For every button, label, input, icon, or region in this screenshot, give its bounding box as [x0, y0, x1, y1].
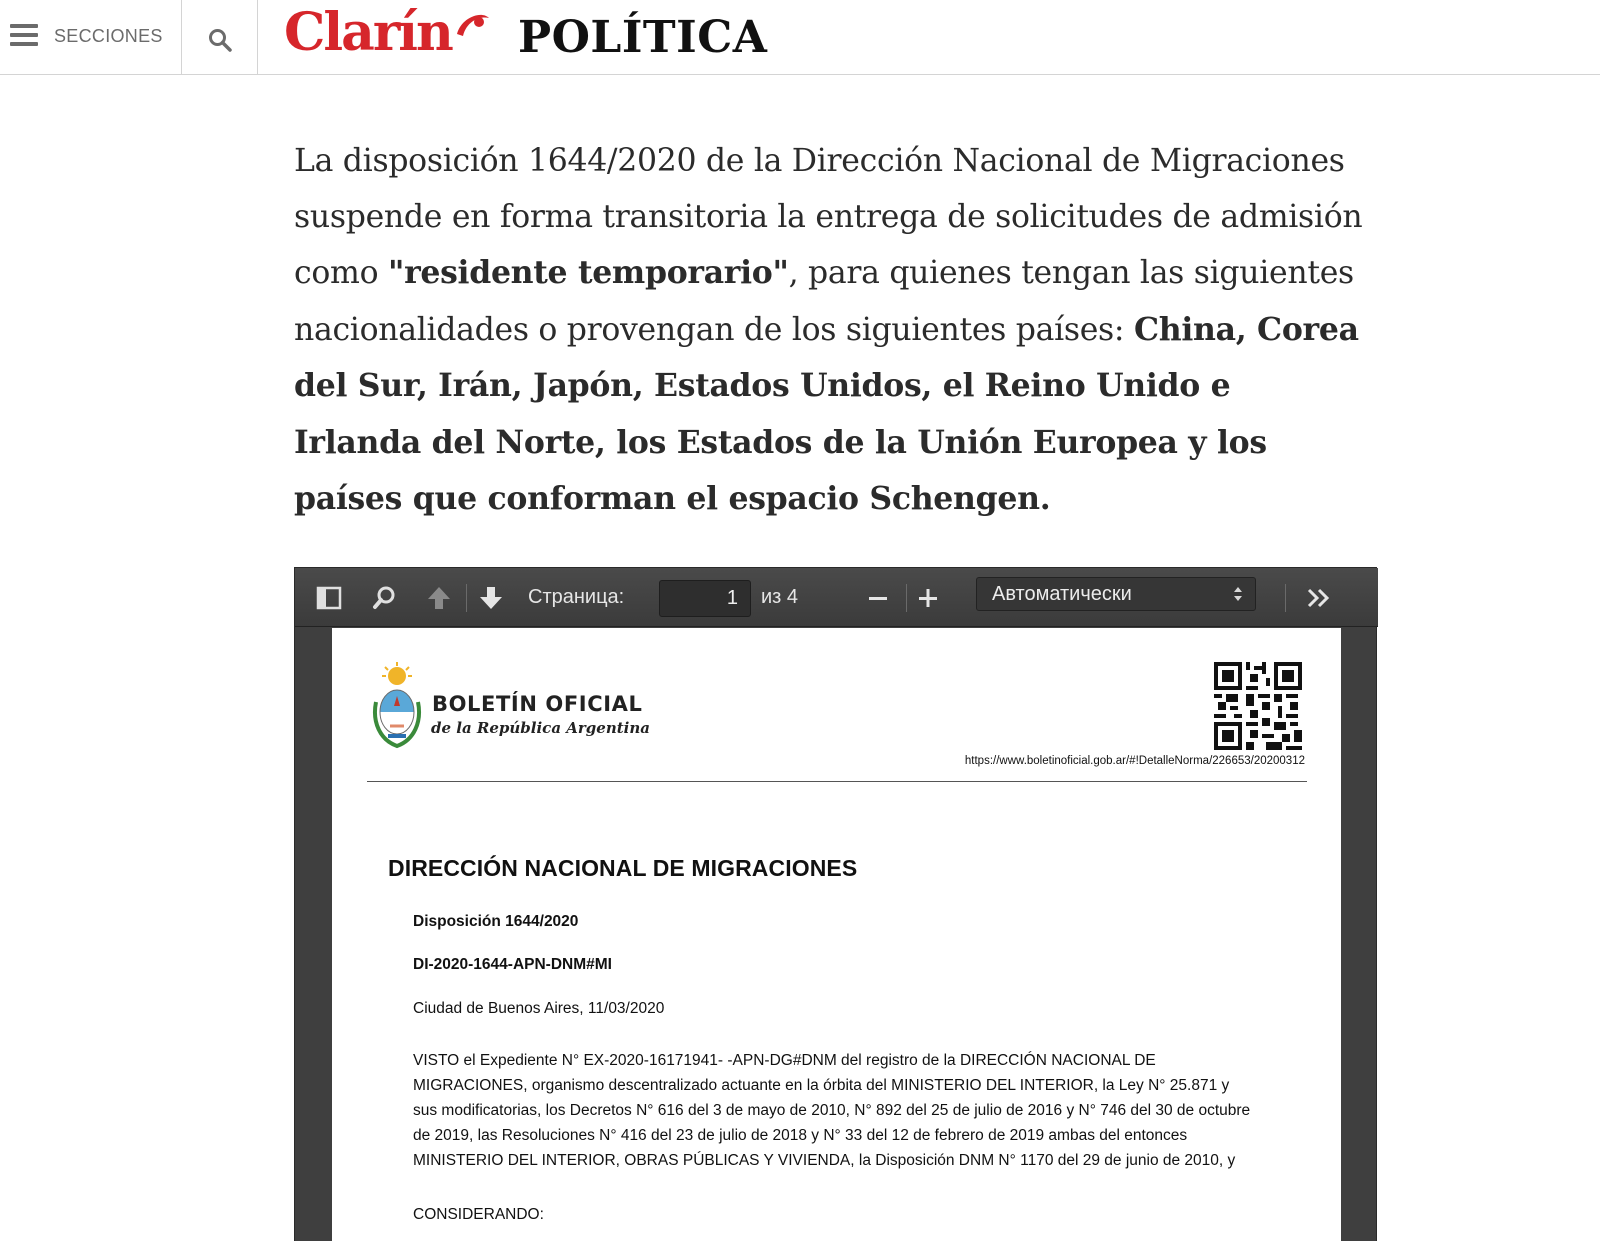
boletin-title: BOLETÍN OFICIAL: [432, 692, 643, 716]
select-arrows-icon: [1233, 585, 1243, 603]
pdf-toolbar: [295, 568, 1378, 627]
logo-mark-icon: [451, 8, 493, 40]
coat-of-arms-icon: [370, 662, 424, 752]
disposicion-code: DI-2020-1644-APN-DNM#MI: [413, 956, 612, 973]
toolbar-separator: [466, 584, 467, 612]
section-title[interactable]: POLÍTICA: [518, 12, 768, 63]
considerando: CONSIDERANDO:: [413, 1206, 544, 1223]
visto-paragraph: VISTO el Expediente N° EX-2020-16171941- -APN-DG#DNM del registro de la DIRECCIÓN NACIONAL DE MIGRACIONES, organismo descentralizado actuante en la órbita del MINISTERIO DEL INTERIOR, la Ley N° 25.871 y sus modificatorias, los Decretos N° 616 del 3 de mayo de 2010, N° 892 del 25 de julio de 2016 y N° 746 del 30 de octubre de 2019, las Resoluciones N° 416 del 23 de julio de 2018 y N° 33 del 12 de febrero de 2019 ambas del entonces MINISTERIO DEL INTERIOR, OBRAS PÚBLICAS Y VIVIENDA, la Disposición DNM N° 1170 del 29 de junio de 2010, y: [413, 1052, 1251, 1169]
page-label: Страница:: [528, 586, 625, 608]
page-divider: [367, 781, 1307, 782]
sidebar-toggle-icon[interactable]: [315, 584, 343, 612]
sections-menu-button[interactable]: [0, 0, 182, 74]
minus-icon[interactable]: [864, 584, 892, 612]
sections-menu-label: SECCIONES: [54, 26, 163, 46]
zoom-value: Автоматически: [992, 583, 1132, 605]
article-paragraph: [294, 134, 1364, 528]
article-text-2: , para quienes tengan las siguientes nacionalidades o provengan de los siguientes países:: [294, 255, 1354, 348]
search-icon: [208, 28, 232, 52]
search-button[interactable]: [182, 0, 258, 74]
zoom-select[interactable]: [976, 577, 1256, 611]
boletin-subtitle: de la República Argentina: [431, 719, 650, 737]
hamburger-icon: [10, 24, 38, 46]
document-url[interactable]: https://www.boletinoficial.gob.ar/#!DetalleNorma/226653/20200312: [964, 755, 1305, 767]
article-bold-2: China, Corea del Sur, Irán, Japón, Estados Unidos, el Reino Unido e Irlanda del Norte, los Estados de la Unión Europea y los países que conforman el espacio Schengen.: [294, 310, 1359, 517]
toolbar-separator: [1285, 584, 1286, 612]
page-total: из 4: [761, 586, 799, 608]
qr-code-icon: [1214, 662, 1302, 750]
toolbar-separator: [906, 584, 907, 612]
article-text-1: La disposición 1644/2020 de la Dirección Nacional de Migraciones suspende en forma transitoria la entrega de solicitudes de admisión como: [294, 143, 1363, 291]
document-heading: DIRECCIÓN NACIONAL DE MIGRACIONES: [388, 855, 858, 881]
chevron-double-right-icon[interactable]: [1305, 584, 1333, 612]
clarin-logo[interactable]: Clarín: [284, 2, 452, 63]
page-number-input[interactable]: [659, 580, 751, 617]
plus-icon[interactable]: [914, 584, 942, 612]
search-icon[interactable]: [371, 584, 399, 612]
site-header: [0, 0, 1600, 75]
pdf-page: [332, 628, 1341, 1241]
place-date: Ciudad de Buenos Aires, 11/03/2020: [413, 1000, 665, 1017]
pdf-viewer: [294, 567, 1377, 1241]
article-bold-1: "residente temporario": [387, 254, 789, 291]
arrow-down-icon[interactable]: [477, 584, 505, 612]
arrow-up-icon[interactable]: [425, 584, 453, 612]
disposicion-number: Disposición 1644/2020: [413, 913, 579, 930]
